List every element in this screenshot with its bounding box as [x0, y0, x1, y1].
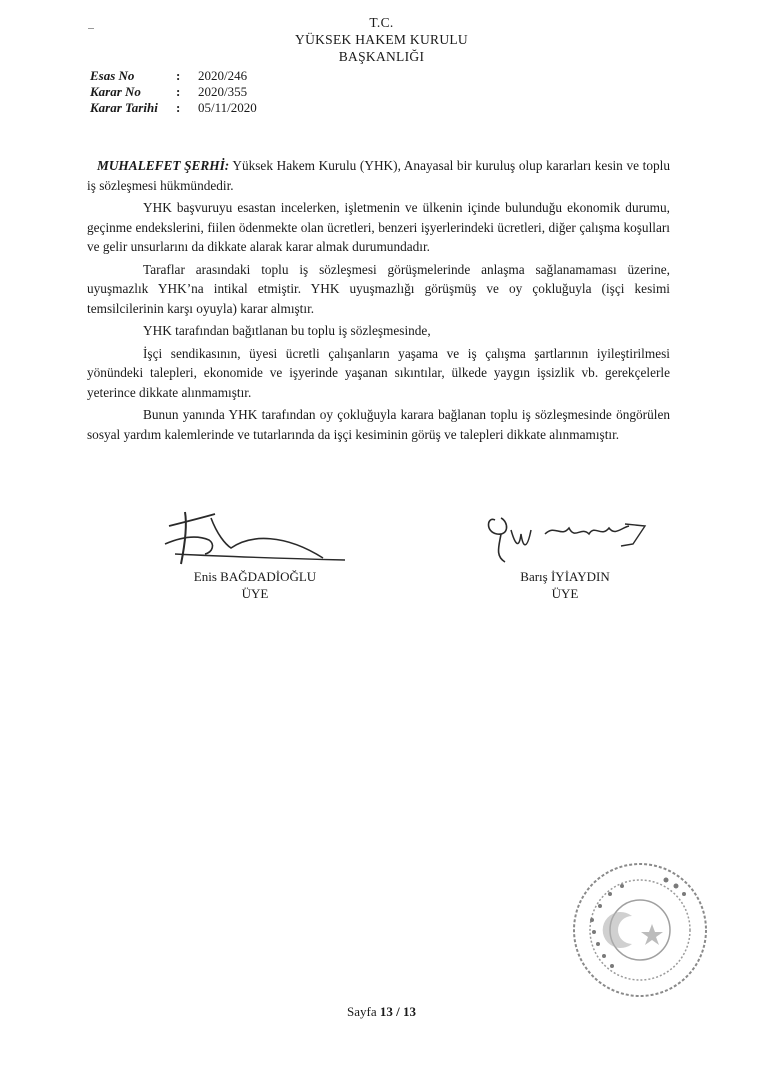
- case-meta: [90, 68, 257, 116]
- meta-row-esas: [90, 68, 257, 84]
- meta-colon: :: [176, 84, 181, 99]
- handwritten-signature-2: [465, 504, 665, 568]
- paragraph-text: Yüksek Hakem Kurulu (YHK), Anayasal bir kuruluş olup kararları kesin ve toplu iş sözleşmesi hükmündedir.: [87, 158, 670, 193]
- handwritten-signature-1: [155, 504, 355, 568]
- signature-block-2: [460, 504, 670, 602]
- document-header: [0, 14, 763, 65]
- signer-title: ÜYE: [241, 586, 269, 601]
- document-body: [87, 156, 670, 447]
- meta-value: 2020/246: [198, 68, 248, 83]
- meta-label: Karar Tarihi: [90, 100, 158, 115]
- page-footer: [0, 1004, 763, 1020]
- paragraph-2: YHK başvuruyu esastan incelerken, işletmenin ve ülkenin içinde bulunduğu ekonomik durumu, geçinme endekslerini, fiilen ödenmekte olan ücretleri, benzeri işyerlerindeki ücretleri, diğer çalışma koşulları ve gelir unsurlarını da dikkate alarak karar almak durumundadır.: [87, 200, 670, 254]
- signer-name: Enis BAĞDADİOĞLU: [193, 569, 317, 584]
- meta-row-tarih: [90, 100, 257, 116]
- page-label: Sayfa: [347, 1004, 377, 1019]
- signature-block-1: [150, 504, 360, 602]
- meta-value: 05/11/2020: [198, 100, 257, 115]
- header-office: BAŞKANLIĞI: [338, 49, 425, 64]
- signer-name: Barış İYİAYDIN: [520, 569, 610, 584]
- page-number: 13 / 13: [379, 1004, 416, 1019]
- paragraph-5: İşçi sendikasının, üyesi ücretli çalışanların yaşama ve iş çalışma şartlarının iyileştirilmesi yönündeki talepleri, ekonomide ve işyerinde yaşanan sıkıntılar, ülkede yaygın işsizlik vb. gerekçelerle yeterince dikkate alınmamıştır.: [87, 345, 670, 400]
- paragraph-6: Bunun yanında YHK tarafından oy çokluğuyla karara bağlanan toplu iş sözleşmesinde öngörülen sosyal yardım kalemlerinde ve tutarlarında da işçi kesiminin görüş ve talepleri dikkate alınmamıştır.: [87, 407, 670, 442]
- meta-row-karar: [90, 84, 257, 100]
- paragraph-4: YHK tarafından bağıtlanan bu toplu iş sözleşmesinde,: [143, 323, 431, 338]
- official-seal-icon: [570, 860, 710, 1000]
- meta-label: Esas No: [90, 68, 135, 83]
- header-country: T.C.: [369, 15, 394, 30]
- dissent-heading: MUHALEFET ŞERHİ:: [97, 158, 230, 173]
- meta-value: 2020/355: [198, 84, 248, 99]
- paragraph-3: Taraflar arasındaki toplu iş sözleşmesi görüşmelerinde anlaşma sağlanamaması üzerine, uyuşmazlık YHK’na intikal etmiştir. YHK uyuşmazlığı görüşmüş ve oy çokluğuyla (işçi kesimi temsilcilerinin karşı oyuyla) karar almıştır.: [87, 261, 670, 316]
- header-institution: YÜKSEK HAKEM KURULU: [295, 32, 468, 47]
- signer-title: ÜYE: [551, 586, 579, 601]
- meta-colon: :: [176, 68, 181, 83]
- paragraph-1: [87, 156, 670, 195]
- meta-colon: :: [176, 100, 181, 115]
- meta-label: Karar No: [90, 84, 141, 99]
